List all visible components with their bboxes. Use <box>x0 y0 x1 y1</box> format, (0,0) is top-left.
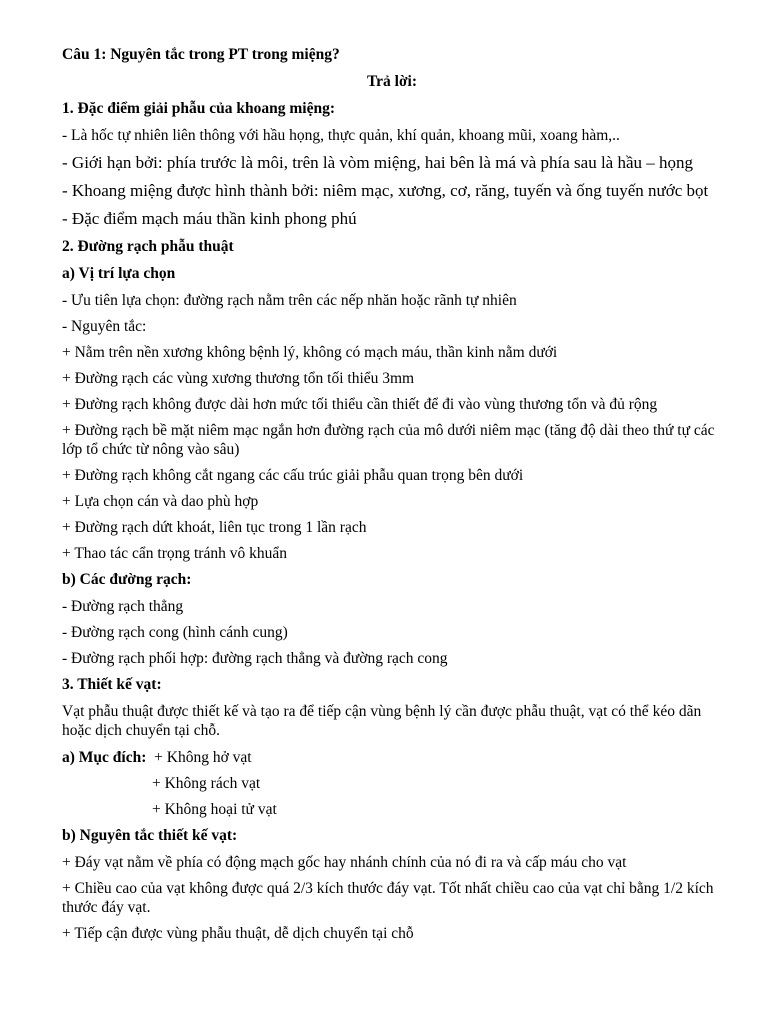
s2-b-heading: b) Các đường rạch: <box>62 571 192 588</box>
s2-a-item: + Đường rạch không được dài hơn mức tối thiểu cần thiết để đi vào vùng thương tổn và đủ rộng <box>62 396 658 413</box>
s2-b-item: - Đường rạch cong (hình cánh cung) <box>62 624 288 641</box>
s3-a-label: a) Mục đích: <box>62 749 147 766</box>
s3-b-item: + Tiếp cận được vùng phẫu thuật, dễ dịch chuyển tại chỗ <box>62 925 414 942</box>
s2-a-item: - Nguyên tắc: <box>62 318 147 335</box>
s1-item: - Giới hạn bởi: phía trước là môi, trên là vòm miệng, hai bên là má và phía sau là hầu – họng <box>62 153 694 172</box>
s3-b-item: + Đáy vạt nằm về phía có động mạch gốc hay nhánh chính của nó đi ra và cấp máu cho vạt <box>62 854 627 871</box>
s1-item: - Đặc điểm mạch máu thần kinh phong phú <box>62 209 357 228</box>
s3-a-row <box>62 748 722 767</box>
s2-a-item: + Đường rạch không cắt ngang các cấu trúc giải phẫu quan trọng bên dưới <box>62 467 524 484</box>
s2-a-item: + Đường rạch dứt khoát, liên tục trong 1 lần rạch <box>62 519 367 536</box>
s2-b-item: - Đường rạch phối hợp: đường rạch thẳng và đường rạch cong <box>62 650 448 667</box>
section-3-heading: 3. Thiết kế vạt: <box>62 676 162 693</box>
s1-item: - Là hốc tự nhiên liên thông với hầu họng, thực quản, khí quản, khoang mũi, xoang hàm,.. <box>62 127 620 144</box>
s3-a-item: + Không hở vạt <box>154 749 252 766</box>
section-2-heading: 2. Đường rạch phẫu thuật <box>62 238 234 255</box>
s2-b-item: - Đường rạch thẳng <box>62 598 184 615</box>
s3-intro: Vạt phẫu thuật được thiết kế và tạo ra để tiếp cận vùng bệnh lý cần được phẫu thuật, vạt có thể kéo dãn hoặc dịch chuyển tại chỗ. <box>62 703 702 739</box>
question-title: Câu 1: Nguyên tắc trong PT trong miệng? <box>62 46 340 63</box>
s2-a-item: + Thao tác cẩn trọng tránh vô khuẩn <box>62 545 287 562</box>
s2-a-item: + Nằm trên nền xương không bệnh lý, không có mạch máu, thần kinh nằm dưới <box>62 344 558 361</box>
s2-a-item: + Đường rạch các vùng xương thương tổn tối thiểu 3mm <box>62 370 415 387</box>
document-page <box>62 45 722 950</box>
s3-b-heading: b) Nguyên tắc thiết kế vạt: <box>62 827 238 844</box>
s2-a-item: - Ưu tiên lựa chọn: đường rạch nằm trên các nếp nhăn hoặc rãnh tự nhiên <box>62 292 517 309</box>
s2-a-item: + Lựa chọn cán và dao phù hợp <box>62 493 259 510</box>
s3-b-item: + Chiều cao của vạt không được quá 2/3 kích thước đáy vạt. Tốt nhất chiều cao của vạt chỉ bằng 1/2 kích thước đáy vạt. <box>62 880 714 916</box>
answer-label: Trả lời: <box>366 73 418 90</box>
s2-a-item: + Đường rạch bề mặt niêm mạc ngắn hơn đường rạch của mô dưới niêm mạc (tăng độ dài theo thứ tự các lớp tổ chức từ nông vào sâu) <box>62 422 715 458</box>
section-1-heading: 1. Đặc điểm giải phẫu của khoang miệng: <box>62 100 336 117</box>
s3-a-item: + Không rách vạt <box>152 775 261 792</box>
s2-a-heading: a) Vị trí lựa chọn <box>62 265 176 282</box>
s1-item: - Khoang miệng được hình thành bởi: niêm mạc, xương, cơ, răng, tuyến và ống tuyến nước bọt <box>62 181 709 200</box>
s3-a-item: + Không hoại tử vạt <box>152 801 277 818</box>
